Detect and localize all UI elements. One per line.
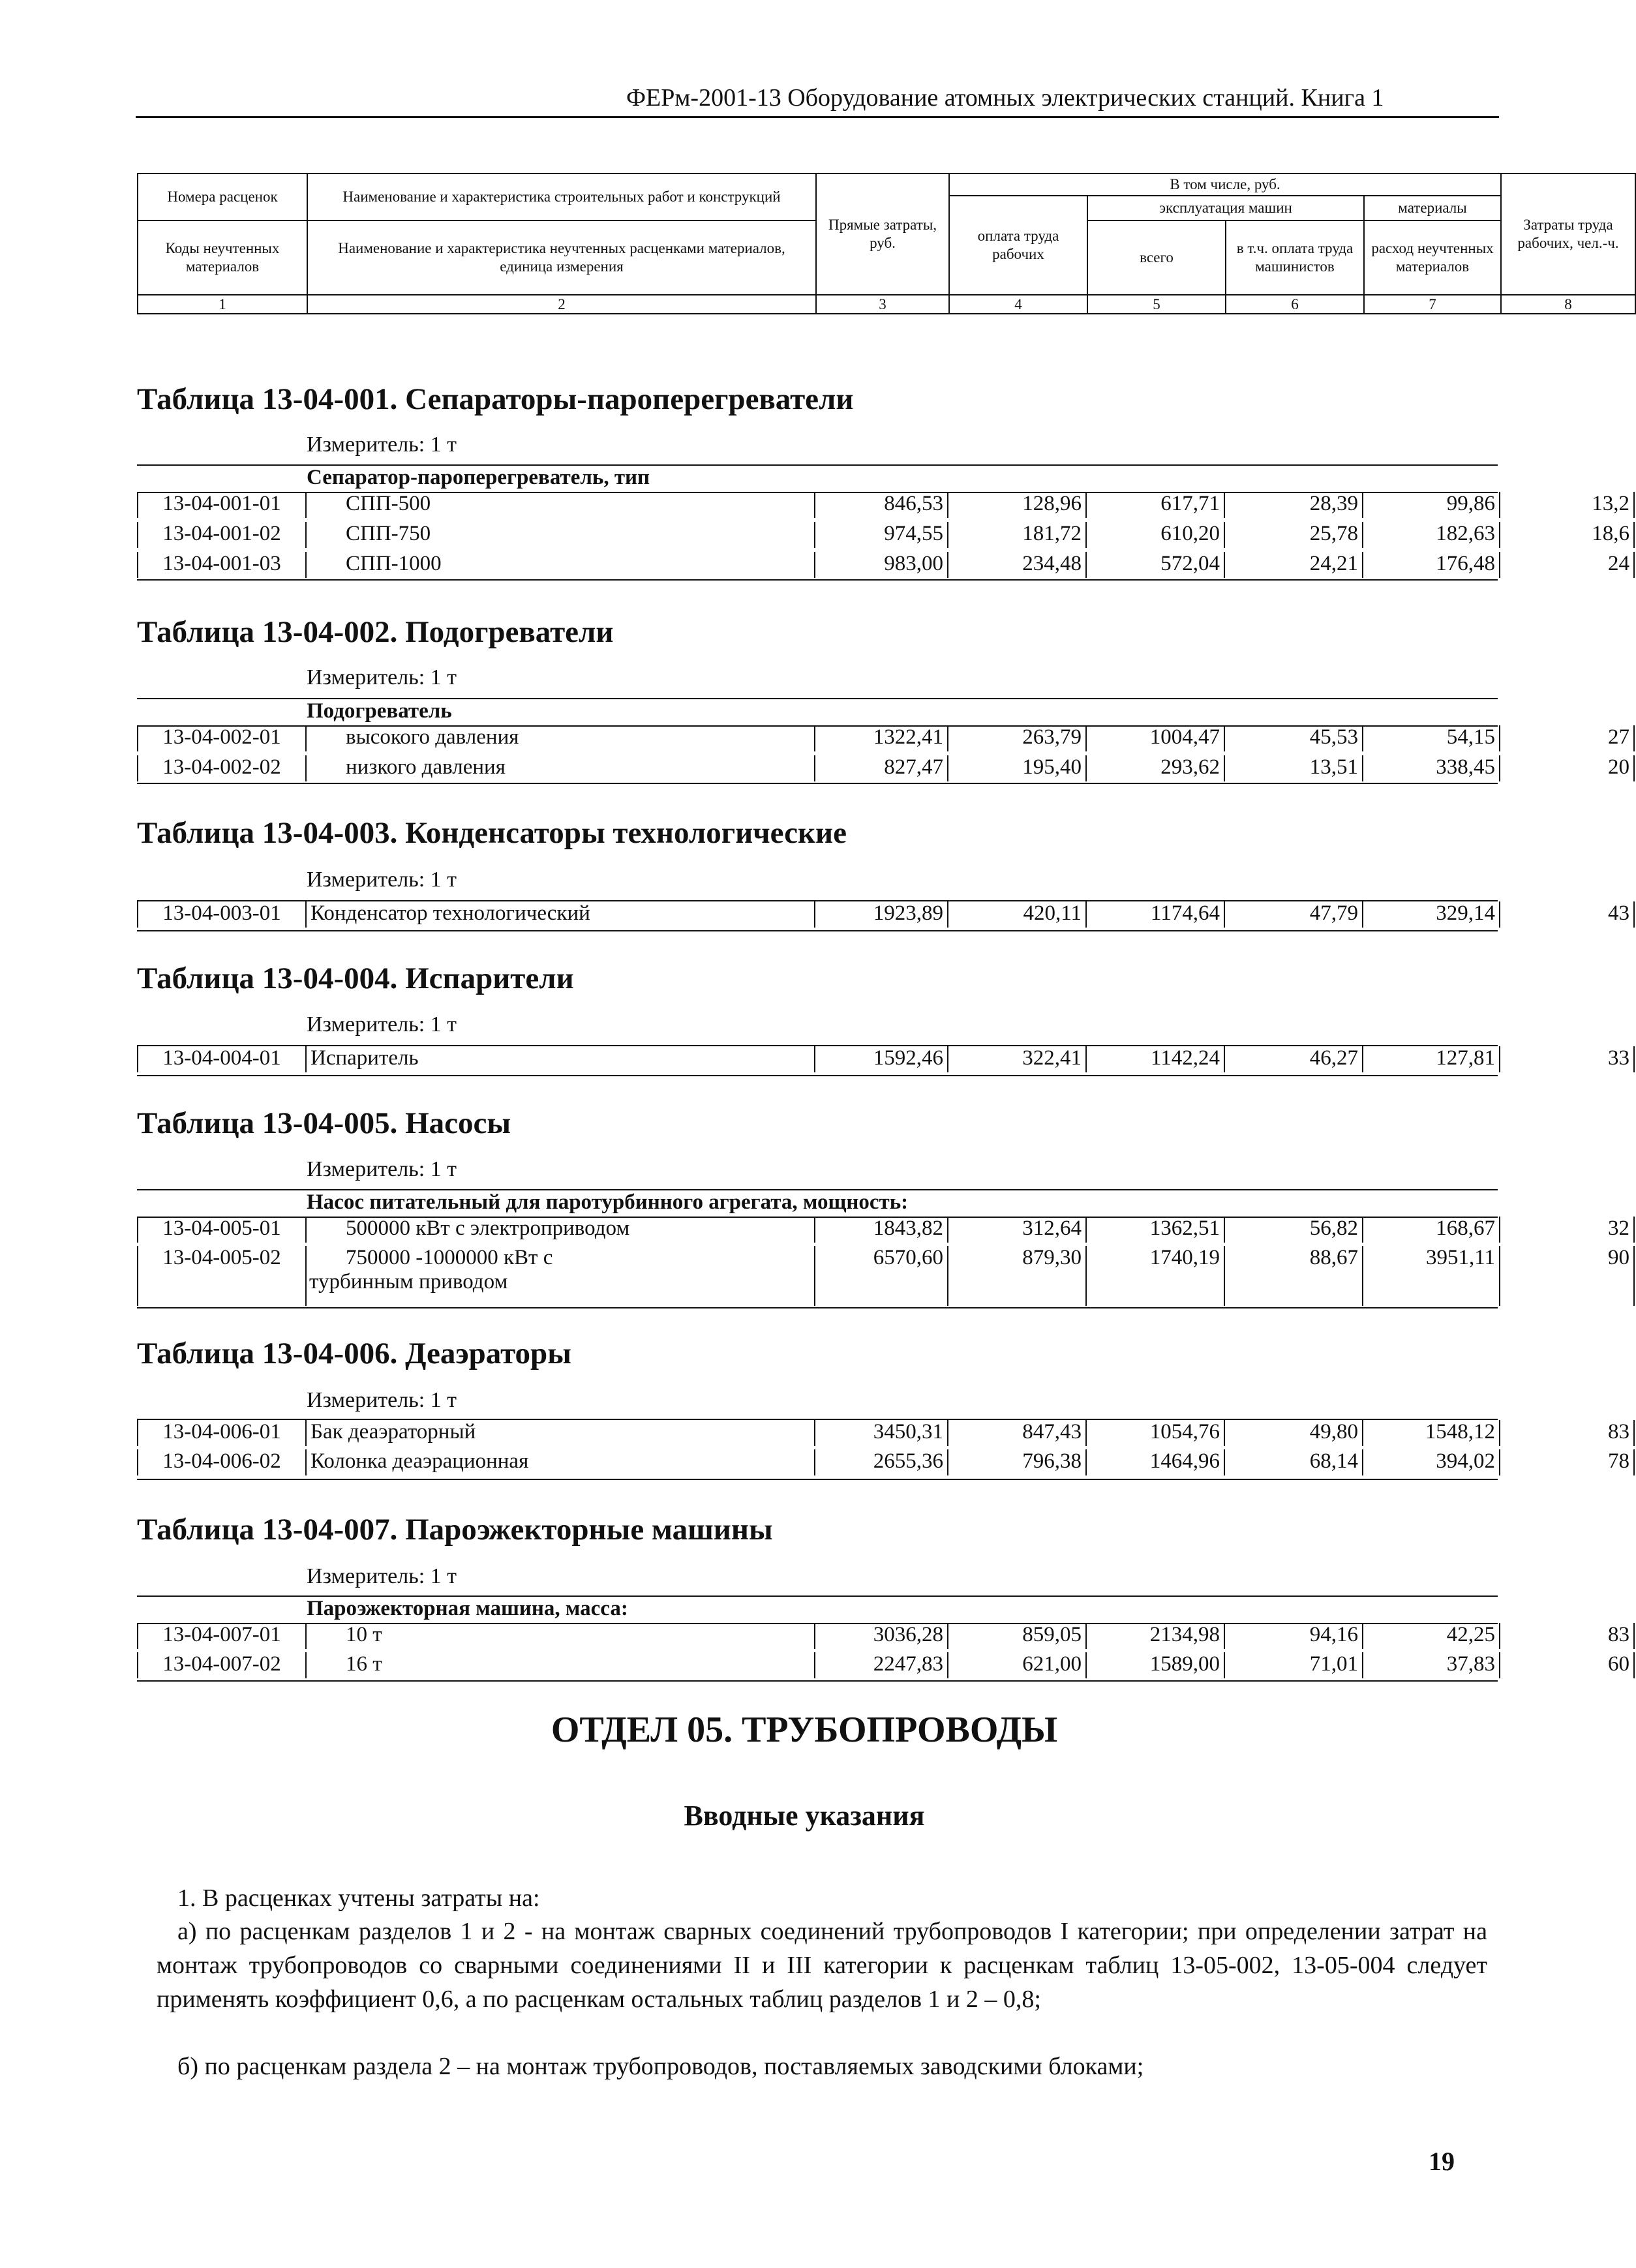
- col-machines-total-header: всего: [1087, 220, 1226, 295]
- row-operators: 94,16: [1225, 1623, 1363, 1649]
- row-operators: 68,14: [1225, 1449, 1363, 1475]
- row-code: 13-04-001-01: [137, 492, 307, 518]
- row-materials: 37,83: [1363, 1652, 1500, 1678]
- row-code: 13-04-002-01: [137, 725, 307, 751]
- section-title: Таблица 13-04-001. Сепараторы-пароперегреватели: [137, 382, 854, 416]
- col-hours-header: Затраты труда рабочих, чел.-ч.: [1501, 174, 1635, 295]
- section-title: Таблица 13-04-003. Конденсаторы технологические: [137, 816, 847, 850]
- row-direct: 3450,31: [815, 1420, 948, 1446]
- row-direct: 3036,28: [815, 1623, 948, 1649]
- row-labor: 195,40: [948, 755, 1087, 781]
- row-direct: 2247,83: [815, 1652, 948, 1678]
- row-materials: 338,45: [1363, 755, 1500, 781]
- row-hours: 18,6: [1500, 522, 1635, 548]
- row-name: Бак деаэраторный: [307, 1420, 815, 1446]
- measure-unit: Измеритель: 1 т: [307, 665, 457, 689]
- row-materials: 99,86: [1363, 492, 1500, 518]
- row-name: СПП-1000: [307, 552, 815, 578]
- row-hours: 90: [1500, 1246, 1635, 1306]
- col-operators-header: в т.ч. оплата труда машинистов: [1226, 220, 1364, 295]
- col-number: 8: [1501, 295, 1635, 314]
- row-name: Конденсатор технологический: [307, 901, 815, 928]
- page-header: ФЕРм-2001-13 Оборудование атомных электрических станций. Книга 1: [626, 84, 1384, 112]
- measure-unit: Измеритель: 1 т: [307, 1564, 457, 1588]
- row-code: 13-04-005-01: [137, 1217, 307, 1243]
- col-number: 3: [816, 295, 949, 314]
- row-name: высокого давления: [307, 725, 815, 751]
- row-machines: 2134,98: [1087, 1623, 1225, 1649]
- row-labor: 181,72: [948, 522, 1087, 548]
- row-hours: 13,2: [1500, 492, 1635, 518]
- row-code: 13-04-002-02: [137, 755, 307, 781]
- row-code: 13-04-003-01: [137, 901, 307, 928]
- rows-frame: [137, 491, 1498, 581]
- row-direct: 846,53: [815, 492, 948, 518]
- group-heading: Подогреватель: [307, 699, 452, 723]
- row-name: СПП-750: [307, 522, 815, 548]
- col-number: 1: [138, 295, 307, 314]
- row-hours: 83: [1500, 1420, 1635, 1446]
- row-materials: 182,63: [1363, 522, 1500, 548]
- rows-frame: [137, 900, 1498, 931]
- section-title: Таблица 13-04-002. Подогреватели: [137, 615, 614, 649]
- row-operators: 13,51: [1225, 755, 1363, 781]
- group-heading: Сепаратор-пароперегреватель, тип: [307, 466, 650, 489]
- row-labor: 879,30: [948, 1246, 1087, 1306]
- header-rule: [136, 116, 1499, 118]
- rows-frame: [137, 1215, 1498, 1308]
- col-incl-header: В том числе, руб.: [949, 174, 1501, 196]
- paragraph: б) по расценкам раздела 2 – на монтаж трубопроводов, поставляемых заводскими блоками;: [177, 2053, 1144, 2080]
- row-name: СПП-500: [307, 492, 815, 518]
- row-labor: 234,48: [948, 552, 1087, 578]
- row-code: 13-04-007-02: [137, 1652, 307, 1678]
- row-name: низкого давления: [307, 755, 815, 781]
- row-machines: 610,20: [1087, 522, 1225, 548]
- row-labor: 312,64: [948, 1217, 1087, 1243]
- row-machines: 1004,47: [1087, 725, 1225, 751]
- row-name: Колонка деаэрационная: [307, 1449, 815, 1475]
- row-materials: 329,14: [1363, 901, 1500, 928]
- col-number: 4: [949, 295, 1087, 314]
- row-materials: 54,15: [1363, 725, 1500, 751]
- row-name: Испаритель: [307, 1046, 815, 1072]
- row-code: 13-04-006-02: [137, 1449, 307, 1475]
- row-hours: 43: [1500, 901, 1635, 928]
- col-exploit-header: эксплуатация машин: [1087, 196, 1364, 220]
- row-labor: 859,05: [948, 1623, 1087, 1649]
- rows-frame: [137, 1045, 1498, 1076]
- row-code: 13-04-001-02: [137, 522, 307, 548]
- col-materials-header: материалы: [1364, 196, 1501, 220]
- row-hours: 32: [1500, 1217, 1635, 1243]
- col-labor-header: оплата труда рабочих: [949, 196, 1087, 295]
- row-code: 13-04-005-02: [137, 1246, 307, 1306]
- rows-frame: [137, 1622, 1498, 1682]
- row-direct: 974,55: [815, 522, 948, 548]
- col-name-header: Наименование и характеристика строительных работ и конструкций: [307, 174, 816, 220]
- row-hours: 78: [1500, 1449, 1635, 1475]
- col-codes-header: Номера расценок: [138, 174, 307, 220]
- row-hours: 24: [1500, 552, 1635, 578]
- row-name: 750000 -1000000 кВт с: [346, 1246, 553, 1269]
- row-labor: 621,00: [948, 1652, 1087, 1678]
- row-operators: 45,53: [1225, 725, 1363, 751]
- row-materials: 127,81: [1363, 1046, 1500, 1072]
- row-machines: 1054,76: [1087, 1420, 1225, 1446]
- measure-unit: Измеритель: 1 т: [307, 868, 457, 892]
- section-title: Таблица 13-04-007. Пароэжекторные машины: [137, 1513, 773, 1547]
- row-direct: 2655,36: [815, 1449, 948, 1475]
- row-hours: 33: [1500, 1046, 1635, 1072]
- col-material-codes-header: Коды неучтенных материалов: [138, 220, 307, 295]
- row-direct: 983,00: [815, 552, 948, 578]
- page-number: 19: [1429, 2147, 1455, 2176]
- row-direct: 1843,82: [815, 1217, 948, 1243]
- row-labor: 847,43: [948, 1420, 1087, 1446]
- row-name-continued: турбинным приводом: [309, 1270, 508, 1293]
- row-labor: 263,79: [948, 725, 1087, 751]
- department-title: ОТДЕЛ 05. ТРУБОПРОВОДЫ: [551, 1710, 1058, 1750]
- col-material-usage-header: расход неучтенных материалов: [1364, 220, 1501, 295]
- measure-unit: Измеритель: 1 т: [307, 1388, 457, 1412]
- row-machines: 1464,96: [1087, 1449, 1225, 1475]
- row-machines: 572,04: [1087, 552, 1225, 578]
- row-materials: 394,02: [1363, 1449, 1500, 1475]
- row-name: 10 т: [307, 1623, 815, 1649]
- measure-unit: Измеритель: 1 т: [307, 1012, 457, 1036]
- row-machines: 293,62: [1087, 755, 1225, 781]
- row-name: 500000 кВт с электроприводом: [307, 1217, 815, 1243]
- row-machines: 1142,24: [1087, 1046, 1225, 1072]
- paragraph: а) по расценкам разделов 1 и 2 - на монтаж сварных соединений трубопроводов I категории; при определении затрат на монтаж трубопроводов со сварными соединениями II и III категории к расценкам таблиц 13-05-002, 13-05-004 следует применять коэффициент 0,6, а по расценкам остальных таблиц разделов 1 и 2 – 0,8;: [157, 1918, 1487, 2013]
- row-materials: 3951,11: [1363, 1246, 1500, 1306]
- section-title: Таблица 13-04-006. Деаэраторы: [137, 1337, 571, 1370]
- row-hours: 20: [1500, 755, 1635, 781]
- row-operators: 49,80: [1225, 1420, 1363, 1446]
- row-machines: 1740,19: [1087, 1246, 1225, 1306]
- row-labor: 322,41: [948, 1046, 1087, 1072]
- row-materials: 42,25: [1363, 1623, 1500, 1649]
- row-code: 13-04-001-03: [137, 552, 307, 578]
- row-direct: 1592,46: [815, 1046, 948, 1072]
- row-labor: 128,96: [948, 492, 1087, 518]
- row-direct: 6570,60: [815, 1246, 948, 1306]
- row-labor: 420,11: [948, 901, 1087, 928]
- row-hours: 60: [1500, 1652, 1635, 1678]
- group-heading: Пароэжекторная машина, масса:: [307, 1597, 628, 1620]
- col-number: 6: [1226, 295, 1364, 314]
- row-materials: 176,48: [1363, 552, 1500, 578]
- row-labor: 796,38: [948, 1449, 1087, 1475]
- measure-unit: Измеритель: 1 т: [307, 1157, 457, 1181]
- row-operators: 71,01: [1225, 1652, 1363, 1678]
- intro-title: Вводные указания: [684, 1800, 925, 1832]
- row-direct: 1322,41: [815, 725, 948, 751]
- row-materials: 1548,12: [1363, 1420, 1500, 1446]
- row-operators: 88,67: [1225, 1246, 1363, 1306]
- paragraph: 1. В расценках учтены затраты на:: [177, 1884, 540, 1912]
- col-direct-header: Прямые затраты, руб.: [816, 174, 949, 295]
- row-machines: 1174,64: [1087, 901, 1225, 928]
- row-hours: 27: [1500, 725, 1635, 751]
- col-number: 5: [1087, 295, 1226, 314]
- row-hours: 83: [1500, 1623, 1635, 1649]
- rows-frame: [137, 724, 1498, 784]
- row-code: 13-04-004-01: [137, 1046, 307, 1072]
- row-operators: 24,21: [1225, 552, 1363, 578]
- row-operators: 25,78: [1225, 522, 1363, 548]
- row-operators: 47,79: [1225, 901, 1363, 928]
- col-number: 7: [1364, 295, 1501, 314]
- row-machines: 617,71: [1087, 492, 1225, 518]
- row-machines: 1589,00: [1087, 1652, 1225, 1678]
- column-header-table: [137, 173, 1636, 314]
- row-direct: 827,47: [815, 755, 948, 781]
- row-operators: 46,27: [1225, 1046, 1363, 1072]
- row-operators: 56,82: [1225, 1217, 1363, 1243]
- section-title: Таблица 13-04-004. Испарители: [137, 961, 574, 995]
- row-code: 13-04-007-01: [137, 1623, 307, 1649]
- row-code: 13-04-006-01: [137, 1420, 307, 1446]
- measure-unit: Измеритель: 1 т: [307, 432, 457, 457]
- row-operators: 28,39: [1225, 492, 1363, 518]
- row-name: 16 т: [307, 1652, 815, 1678]
- group-heading: Насос питательный для паротурбинного агрегата, мощность:: [307, 1190, 909, 1214]
- section-title: Таблица 13-04-005. Насосы: [137, 1106, 511, 1140]
- row-direct: 1923,89: [815, 901, 948, 928]
- row-machines: 1362,51: [1087, 1217, 1225, 1243]
- row-materials: 168,67: [1363, 1217, 1500, 1243]
- rows-frame: [137, 1419, 1498, 1480]
- col-number: 2: [307, 295, 816, 314]
- col-material-names-header: Наименование и характеристика неучтенных расценками материалов, единица измерения: [307, 220, 816, 295]
